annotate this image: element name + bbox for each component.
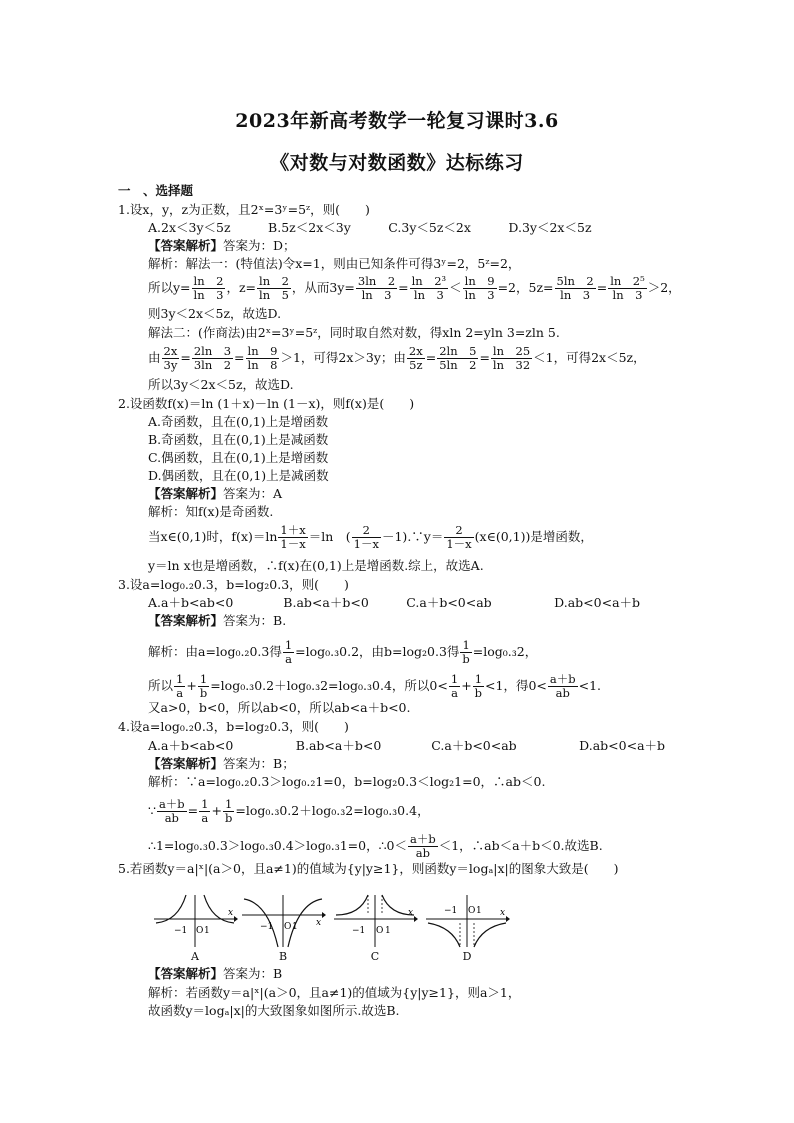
fraction bbox=[444, 524, 473, 551]
answer-tag: 【答案解析】 bbox=[148, 613, 224, 628]
fraction bbox=[410, 275, 449, 302]
tick-origin: O bbox=[196, 926, 204, 936]
graph-label-c: C bbox=[370, 950, 380, 963]
numerator: ln 2⁵ bbox=[610, 274, 645, 288]
text: ＝ln ( bbox=[308, 529, 351, 544]
text: ，z= bbox=[226, 280, 257, 295]
denominator: a bbox=[201, 811, 209, 825]
text: =log₀.₃0.2，由b=log₂0.3得 bbox=[295, 644, 460, 659]
q1-options: A.2x＜3y＜5z B.5z＜2x＜3y C.3y＜5z＜2x D.3y＜2x＜5z bbox=[148, 220, 592, 235]
text: ＜1，∴ab＜a＋b＜0.故选B. bbox=[438, 838, 603, 853]
text: 所以 bbox=[148, 678, 174, 693]
text: + bbox=[186, 678, 197, 693]
text: =log₀.₃0.2＋log₀.₃2=log₀.₃0.4，所以0< bbox=[210, 678, 448, 693]
fraction bbox=[463, 275, 497, 302]
section-heading: 一 、选择题 bbox=[118, 183, 194, 198]
tick-origin: O bbox=[376, 926, 384, 936]
text: ，从而3y= bbox=[291, 280, 355, 295]
graph-label-a: A bbox=[191, 950, 199, 963]
numerator: 2ln 3 bbox=[193, 344, 232, 358]
q1-solution-line: 解法二：(作商法)由2ˣ=3ʸ=5ᶻ，同时取自然对数，得xln 2=yln 3=zln 5. bbox=[148, 325, 560, 340]
q3-stem: 3.设a=log₀.₂0.3，b=log₂0.3，则( ) bbox=[118, 577, 349, 592]
q1-solution-line bbox=[148, 345, 646, 372]
denominator: b bbox=[462, 652, 470, 666]
numerator: 3ln 2 bbox=[357, 274, 396, 288]
q1-solution-line: 所以3y＜2x＜5z，故选D. bbox=[148, 377, 294, 392]
tick-one: 1 bbox=[385, 926, 391, 936]
denominator: 3y bbox=[163, 358, 178, 372]
text: =log₀.₃2， bbox=[472, 644, 538, 659]
numerator: ln 2 bbox=[193, 274, 224, 288]
text: ＜ bbox=[449, 280, 462, 295]
text: =log₀.₃0.2＋log₀.₃2=log₀.₃0.4， bbox=[235, 803, 430, 818]
text: (x∈(0,1))是增函数， bbox=[474, 529, 593, 544]
text: 解析：由a=log₀.₂0.3得 bbox=[148, 644, 282, 659]
answer-text: 答案为：B； bbox=[223, 756, 295, 771]
q2-option-b: B.奇函数，且在(0,1)上是减函数 bbox=[148, 432, 329, 447]
graph-option-b bbox=[240, 893, 326, 949]
fraction bbox=[223, 798, 234, 825]
denominator: b bbox=[474, 686, 483, 700]
fraction bbox=[407, 345, 425, 372]
q4-answer bbox=[148, 756, 295, 772]
answer-tag: 【答案解析】 bbox=[148, 238, 224, 253]
q2-solution-line bbox=[148, 524, 593, 551]
fraction bbox=[352, 524, 381, 551]
text: ＞1，可得2x＞3y；由 bbox=[280, 350, 406, 365]
numerator: 1 bbox=[450, 672, 459, 686]
q4-stem: 4.设a=log₀.₂0.3，b=log₂0.3，则( ) bbox=[118, 719, 349, 734]
numerator: 1 bbox=[223, 798, 234, 812]
denominator: ab bbox=[415, 846, 430, 860]
q1-solution-line: 则3y＜2x＜5z，故选D. bbox=[148, 306, 282, 321]
graph-option-d bbox=[424, 893, 510, 949]
fraction bbox=[437, 345, 478, 372]
q5-stem: 5.若函数y＝a|ˣ|(a＞0，且a≠1)的值域为{y|y≥1}，则函数y＝logₐ|x|的图象大致是( ) bbox=[118, 861, 619, 876]
fraction bbox=[473, 673, 484, 700]
q3-solution-line bbox=[148, 639, 537, 666]
q5-answer bbox=[148, 966, 282, 982]
text: 当x∈(0,1)时，f(x)＝ln bbox=[148, 529, 278, 544]
q3-solution-line: 又a>0，b<0，所以ab<0，所以ab<a＋b<0. bbox=[148, 700, 411, 715]
numerator: ln 25 bbox=[492, 344, 531, 358]
q2-solution-line: y＝ln x也是增函数，∴f(x)在(0,1)上是增函数.综上，故选A. bbox=[148, 558, 484, 573]
denominator: ln 8 bbox=[247, 358, 278, 372]
answer-text: 答案为：D； bbox=[223, 238, 296, 253]
numerator: ln 9 bbox=[247, 344, 278, 358]
fraction bbox=[246, 345, 280, 372]
fraction bbox=[192, 345, 233, 372]
q2-stem: 2.设函数f(x)＝ln (1＋x)－ln (1－x)，则f(x)是( ) bbox=[118, 396, 415, 411]
curve-right bbox=[474, 923, 506, 947]
text: 所以y= bbox=[148, 280, 191, 295]
numerator: a＋b bbox=[158, 797, 185, 811]
numerator: ln 2³ bbox=[411, 274, 447, 288]
text: ∵ bbox=[148, 803, 156, 818]
q1-answer bbox=[148, 238, 296, 254]
denominator: a bbox=[451, 686, 458, 700]
denominator: 1－x bbox=[446, 537, 472, 551]
denominator: ln 32 bbox=[492, 358, 531, 372]
tick-origin: O bbox=[284, 922, 292, 932]
numerator: a＋b bbox=[549, 672, 576, 686]
q2-option-a: A.奇函数，且在(0,1)上是增函数 bbox=[148, 414, 329, 429]
x-axis-label: x bbox=[500, 908, 506, 918]
q5-solution-line: 故函数y＝logₐ|x|的大致图象如图所示.故选B. bbox=[148, 1003, 400, 1018]
x-axis-label: x bbox=[228, 908, 234, 918]
denominator: 3ln 2 bbox=[193, 358, 232, 372]
denominator: ab bbox=[555, 686, 570, 700]
text: = bbox=[180, 350, 191, 365]
fraction bbox=[198, 673, 209, 700]
tick-minus-one: −1 bbox=[352, 926, 366, 936]
q3-options: A.a＋b<ab<0 B.ab<a＋b<0 C.a＋b<0<ab D.ab<0<a＋b bbox=[148, 595, 641, 610]
numerator: 2ln 5 bbox=[439, 344, 477, 358]
text: =2，5z= bbox=[497, 280, 554, 295]
q2-option-c: C.偶函数，且在(0,1)上是增函数 bbox=[148, 450, 329, 465]
numerator: 1 bbox=[201, 797, 209, 811]
fraction bbox=[192, 275, 226, 302]
denominator: ln 3 bbox=[413, 288, 444, 302]
tick-one: 1 bbox=[476, 906, 482, 916]
q4-solution-line: 解析：∵a=log₀.₂0.3＞log₀.₂1=0，b=log₂0.3＜log₂1=0，∴ab＜0. bbox=[148, 774, 546, 789]
denominator: ab bbox=[164, 811, 179, 825]
numerator: 1 bbox=[198, 673, 209, 687]
q2-answer bbox=[148, 486, 282, 502]
tick-one: 1 bbox=[204, 926, 210, 936]
text: = bbox=[234, 350, 245, 365]
tick-origin: O bbox=[468, 906, 476, 916]
text: －1).∵y＝ bbox=[381, 529, 444, 544]
tick-minus-one: −1 bbox=[444, 906, 458, 916]
q4-solution-line bbox=[148, 833, 603, 860]
answer-tag: 【答案解析】 bbox=[148, 486, 224, 501]
x-axis-arrow bbox=[506, 916, 510, 922]
text: + bbox=[461, 678, 472, 693]
text: = bbox=[425, 350, 437, 365]
denominator: ln 3 bbox=[464, 288, 495, 302]
denominator: b bbox=[199, 686, 208, 700]
fraction bbox=[555, 275, 596, 302]
denominator: ln 5 bbox=[259, 288, 289, 302]
text: = bbox=[596, 280, 608, 295]
document-subtitle: 《对数与对数函数》达标练习 bbox=[270, 152, 524, 174]
fraction bbox=[356, 275, 397, 302]
x-axis-arrow bbox=[234, 916, 238, 922]
text: = bbox=[187, 803, 199, 818]
q1-solution-line bbox=[148, 275, 681, 302]
denominator: 5z bbox=[409, 358, 423, 372]
numerator: 2 bbox=[352, 524, 381, 538]
text: ＞2， bbox=[647, 280, 681, 295]
fraction bbox=[278, 524, 307, 551]
q4-solution-line bbox=[148, 798, 430, 825]
tick-one: 1 bbox=[292, 922, 298, 932]
fraction bbox=[449, 673, 460, 700]
denominator: ln 3 bbox=[612, 288, 643, 302]
numerator: 1 bbox=[473, 673, 484, 687]
text: + bbox=[211, 803, 222, 818]
numerator: 1＋x bbox=[280, 523, 306, 537]
q3-answer bbox=[148, 613, 286, 629]
numerator: 1 bbox=[284, 638, 293, 652]
q2-option-d: D.偶函数，且在(0,1)上是减函数 bbox=[148, 468, 329, 483]
denominator: 1－x bbox=[280, 537, 306, 551]
x-axis-arrow bbox=[414, 916, 418, 922]
text: <1. bbox=[578, 678, 602, 693]
q1-solution-line: 解析：解法一：(特值法)令x=1，则由已知条件可得3ʸ=2，5ᶻ=2， bbox=[148, 256, 521, 271]
answer-tag: 【答案解析】 bbox=[148, 756, 224, 771]
x-axis-label: x bbox=[408, 908, 414, 918]
q5-solution-line: 解析：若函数y＝a|ˣ|(a＞0，且a≠1)的值域为{y|y≥1}，则a＞1， bbox=[148, 985, 521, 1000]
denominator: 1－x bbox=[353, 537, 379, 551]
fraction bbox=[548, 673, 578, 700]
tick-minus-one: −1 bbox=[174, 926, 188, 936]
curve-left bbox=[428, 923, 460, 947]
text: <1，得0< bbox=[485, 678, 547, 693]
text: ∴1=log₀.₃0.3＞log₀.₃0.4＞log₀.₃1=0，∴0＜ bbox=[148, 838, 407, 853]
fraction bbox=[460, 639, 471, 666]
numerator: 2x bbox=[162, 345, 180, 359]
numerator: 5ln 2 bbox=[556, 274, 594, 288]
tick-minus-one: −1 bbox=[260, 922, 274, 932]
numerator: ln 9 bbox=[464, 274, 495, 288]
graph-label-b: B bbox=[278, 950, 288, 963]
text: ＜1，可得2x＜5z， bbox=[533, 350, 646, 365]
denominator: a bbox=[176, 686, 184, 700]
denominator: a bbox=[285, 652, 292, 666]
q3-solution-line bbox=[148, 673, 601, 700]
answer-text: 答案为：A bbox=[223, 486, 283, 501]
denominator: ln 3 bbox=[560, 288, 591, 302]
text: = bbox=[398, 280, 409, 295]
q2-solution-line: 解析：知f(x)是奇函数. bbox=[148, 504, 274, 519]
numerator: 1 bbox=[176, 672, 184, 686]
graph-label-d: D bbox=[462, 950, 472, 963]
denominator: ln 3 bbox=[193, 288, 224, 302]
answer-text: 答案为：B bbox=[223, 966, 283, 981]
fraction bbox=[162, 345, 180, 372]
fraction bbox=[257, 275, 291, 302]
text: 由 bbox=[148, 350, 161, 365]
document-title: 2023年新高考数学一轮复习课时3.6 bbox=[235, 110, 559, 132]
graph-option-c bbox=[332, 893, 418, 949]
fraction bbox=[199, 798, 210, 825]
numerator: 2 bbox=[444, 524, 473, 538]
numerator: 2x bbox=[408, 344, 423, 358]
fraction bbox=[157, 798, 187, 825]
x-axis-label: x bbox=[316, 918, 322, 928]
numerator: 1 bbox=[460, 639, 471, 653]
curve-left bbox=[336, 895, 368, 915]
fraction bbox=[283, 639, 294, 666]
q4-options: A.a＋b<ab<0 B.ab<a＋b<0 C.a＋b<0<ab D.ab<0<a＋b bbox=[148, 738, 666, 753]
fraction bbox=[491, 345, 532, 372]
graph-option-a bbox=[152, 893, 238, 949]
text: = bbox=[479, 350, 490, 365]
fraction bbox=[608, 275, 647, 302]
q1-stem: 1.设x，y，z为正数，且2ˣ=3ʸ=5ᶻ，则( ) bbox=[118, 202, 370, 217]
answer-tag: 【答案解析】 bbox=[148, 966, 224, 981]
fraction bbox=[408, 833, 438, 860]
numerator: ln 2 bbox=[259, 274, 289, 288]
denominator: ln 3 bbox=[361, 288, 392, 302]
numerator: a＋b bbox=[410, 832, 436, 846]
answer-text: 答案为：B. bbox=[223, 613, 287, 628]
x-axis-arrow bbox=[322, 912, 326, 918]
denominator: b bbox=[224, 811, 233, 825]
denominator: 5ln 2 bbox=[439, 358, 477, 372]
fraction bbox=[174, 673, 185, 700]
